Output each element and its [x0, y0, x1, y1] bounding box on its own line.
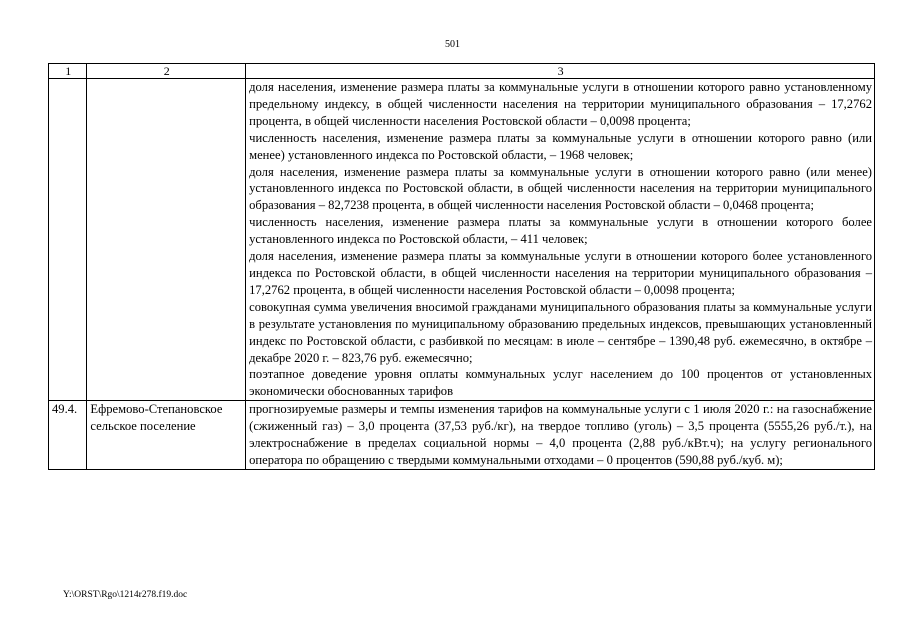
table-header-row: [49, 64, 875, 79]
paragraph: доля населения, изменение размера платы за коммунальные услуги в отношении которого равно установленному предельному индексу, в общей численности населения на территории муниципального образования – 17,2762 процента, в общей численности населения Ростовской области – 0,0098 процента;: [249, 80, 872, 128]
paragraph: численность населения, изменение размера платы за коммунальные услуги в отношении которого равно (или менее) установленного индекса по Ростовской области, – 1968 человек;: [249, 130, 872, 162]
paragraph: численность населения, изменение размера платы за коммунальные услуги в отношении которого более установленного индекса по Ростовской области, – 411 человек;: [249, 215, 872, 247]
header-cell-1: 1: [49, 64, 87, 79]
paragraph: доля населения, изменение размера платы за коммунальные услуги в отношении которого более установленного индекса по Ростовской области, в общей численности населения на территории муниципального образования – 17,2762 процента, в общей численности населения Ростовской области – 0,0098 процента;: [249, 249, 872, 297]
row-number-cell: 49.4.: [49, 401, 87, 470]
header-cell-2: 2: [87, 64, 246, 79]
table-row: [49, 401, 875, 470]
paragraph: доля населения, изменение размера платы за коммунальные услуги в отношении которого равно (или менее) установленного индекса по Ростовской области, в общей численности населения на территории муниципального образования – 82,7238 процента, в общей численности населения Ростовской области – 0,0468 процента;: [249, 164, 872, 213]
page-number: 501: [445, 39, 460, 50]
settlement-name-cell: Ефремово-Степановское сельское поселение: [87, 401, 246, 470]
header-cell-3: 3: [246, 64, 875, 79]
paragraph: поэтапное доведение уровня оплаты коммунальных услуг населением до 100 процентов от установленных экономически обоснованных тарифов: [249, 367, 872, 399]
settlement-name-cell: [87, 79, 246, 401]
table-row: [49, 79, 875, 401]
description-cell: [246, 401, 875, 470]
paragraph: прогнозируемые размеры и темпы изменения тарифов на коммунальные услуги с 1 июля 2020 г.: на газоснабжение (сжиженный газ) – 3,0 процента (37,53 руб./кг), на твердое топливо (уголь) – 3,5 процента (5555,26 руб./т.), на электроснабжение в пределах социальной нормы – 4,0 процента (2,88 руб./кВт.ч); на услугу регионального оператора по обращению с твердыми коммунальными отходами – 0 процентов (590,88 руб./куб. м);: [249, 402, 872, 467]
document-table: [48, 63, 875, 470]
row-number-cell: [49, 79, 87, 401]
description-cell: [246, 79, 875, 401]
paragraph: совокупная сумма увеличения вносимой гражданами муниципального образования платы за коммунальные услуги в результате установления по муниципальному образованию предельных индексов, превышающих установленный индекс по Ростовской области, с разбивкой по месяцам: в июле – сентябре – 1390,48 руб. ежемесячно, в октябре – декабре 2020 г. – 823,76 руб. ежемесячно;: [249, 299, 872, 365]
file-path-footer: Y:\ORST\Rgo\1214r278.f19.doc: [63, 590, 188, 600]
